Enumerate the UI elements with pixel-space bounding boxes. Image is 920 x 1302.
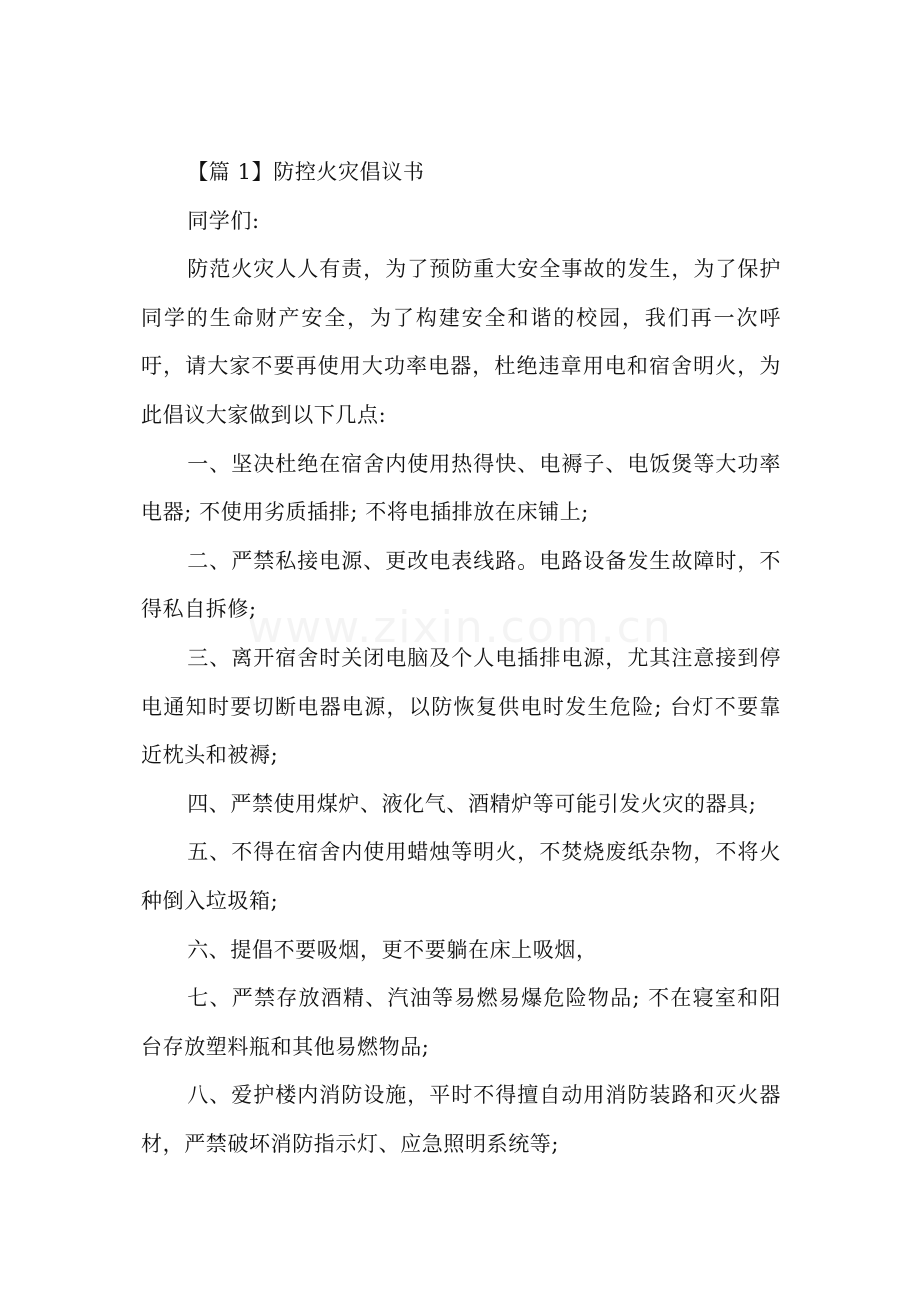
proposal-item-8: 八、爱护楼内消防设施，平时不得擅自动用消防装路和灭火器材，严禁破坏消防指示灯、应急照明系统等;: [141, 1083, 781, 1156]
proposal-item-7: 七、严禁存放酒精、汽油等易燃易爆危险物品; 不在寝室和阳台存放塑料瓶和其他易燃物品;: [141, 986, 781, 1059]
intro-paragraph: 防范火灾人人有责，为了预防重大安全事故的发生，为了保护同学的生命财产安全，为了构建安全和谐的校园，我们再一次呼吁，请大家不要再使用大功率电器，杜绝违章用电和宿舍明火，为此倡议大家做到以下几点:: [141, 257, 781, 427]
watermark: www.zixin.com.cn: [247, 602, 673, 653]
document-title: 【篇 1】防控火灾倡议书: [187, 160, 425, 184]
proposal-item-2: 二、严禁私接电源、更改电表线路。电路设备发生故障时，不得私自拆修;: [141, 548, 781, 622]
proposal-item-3: 三、离开宿舍时关闭电脑及个人电插排电源，尤其注意接到停电通知时要切断电器电源，以防恢复供电时发生危险; 台灯不要靠近枕头和被褥;: [141, 645, 781, 768]
proposal-item-5: 五、不得在宿舍内使用蜡烛等明火，不焚烧废纸杂物，不将火种倒入垃圾箱;: [141, 840, 781, 913]
document-body: [141, 148, 781, 1168]
salutation: 同学们:: [187, 208, 260, 233]
proposal-item-6: 六、提倡不要吸烟，更不要躺在床上吸烟，: [187, 937, 598, 962]
proposal-item-4: 四、严禁使用煤炉、液化气、酒精炉等可能引发火灾的器具;: [187, 791, 757, 816]
proposal-item-1: 一、坚决杜绝在宿舍内使用热得快、电褥子、电饭煲等大功率电器; 不使用劣质插排; 不将电插排放在床铺上;: [141, 451, 781, 525]
